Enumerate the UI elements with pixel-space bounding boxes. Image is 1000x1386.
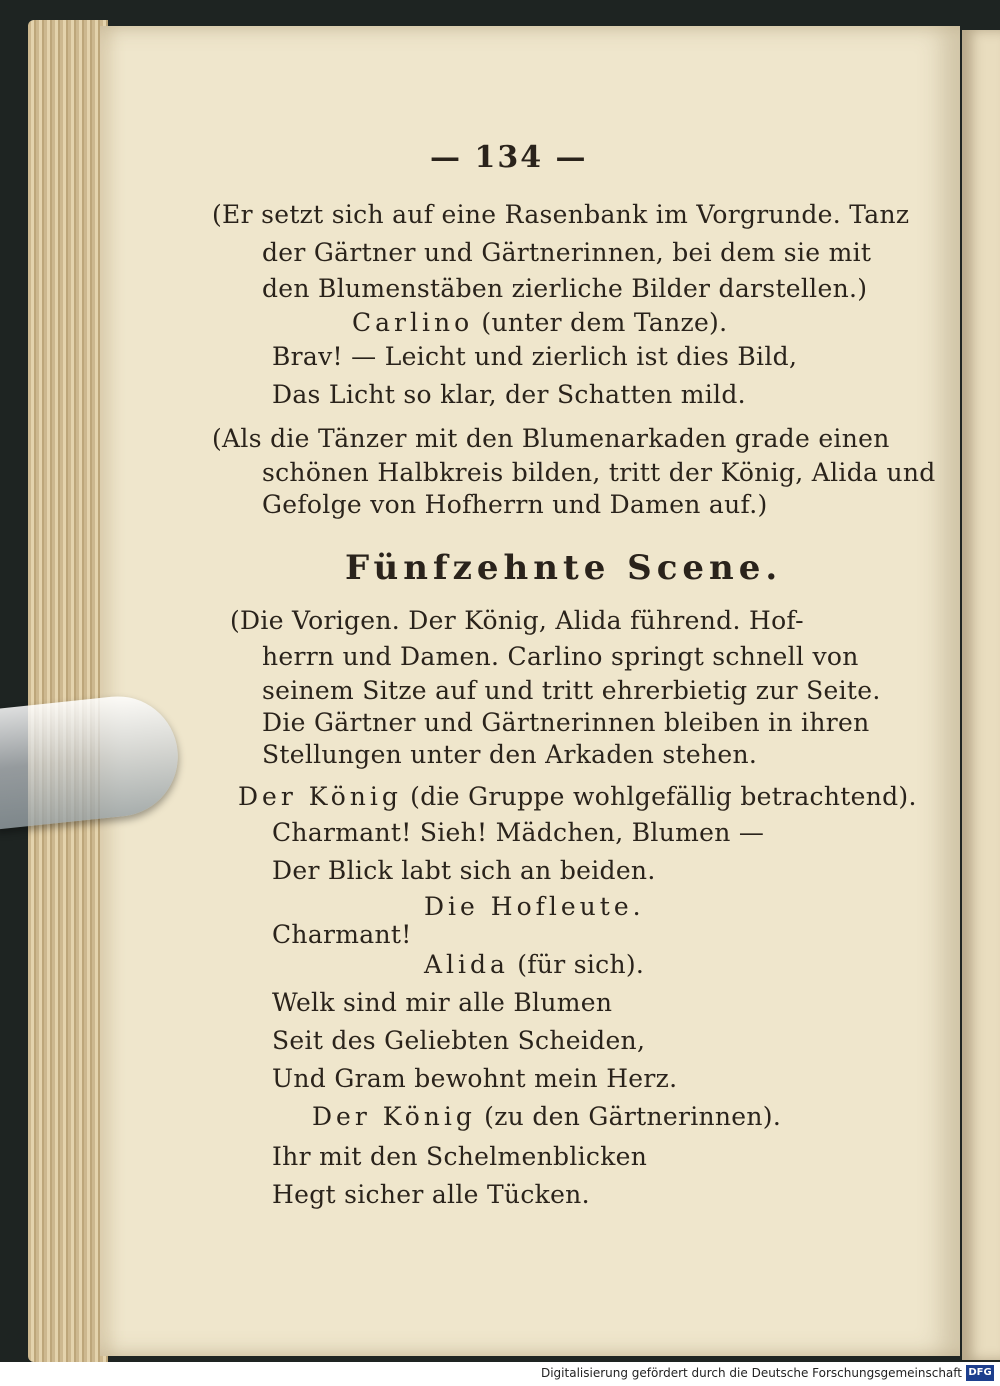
verse-line: Charmant! Sieh! Mädchen, Blumen — — [272, 818, 765, 847]
speaker-line — [352, 308, 727, 337]
stage-direction-line: schönen Halbkreis bilden, tritt der König, Alida und — [262, 458, 936, 487]
scene-direction-line: seinem Sitze auf und tritt ehrerbietig zur Seite. — [262, 676, 881, 705]
speaker-name: Carlino — [352, 308, 474, 337]
scene-title: Fünfzehnte Scene. — [345, 548, 783, 588]
scene-direction-line: (Die Vorigen. Der König, Alida führend. Hof- — [230, 606, 804, 635]
dfg-logo: DFG — [966, 1365, 994, 1381]
verse-line: Charmant! — [272, 920, 412, 949]
page-edges — [28, 20, 108, 1362]
speaker-line — [424, 950, 644, 979]
footer-credit: Digitalisierung gefördert durch die Deutsche Forschungsgemeinschaft — [540, 1366, 962, 1380]
verse-line: Hegt sicher alle Tücken. — [272, 1180, 590, 1209]
verse-line: Und Gram bewohnt mein Herz. — [272, 1064, 678, 1093]
speaker-direction: (unter dem Tanze). — [481, 308, 728, 337]
stage-direction-line: den Blumenstäben zierliche Bilder darstellen.) — [262, 274, 868, 303]
scene-direction-line: herrn und Damen. Carlino springt schnell von — [262, 642, 859, 671]
speaker-name: Die Hofleute. — [424, 892, 645, 921]
speaker-name: Der König — [238, 782, 402, 811]
verse-line: Der Blick labt sich an beiden. — [272, 856, 656, 885]
speaker-direction: (die Gruppe wohlgefällig betrachtend). — [410, 782, 917, 811]
verse-line: Brav! — Leicht und zierlich ist dies Bild, — [272, 342, 798, 371]
verse-line: Seit des Geliebten Scheiden, — [272, 1026, 646, 1055]
verse-line: Das Licht so klar, der Schatten mild. — [272, 380, 746, 409]
stage-direction-line: Gefolge von Hofherrn und Damen auf.) — [262, 490, 768, 519]
verse-line: Ihr mit den Schelmenblicken — [272, 1142, 648, 1171]
stage-direction-line: der Gärtner und Gärtnerinnen, bei dem sie mit — [262, 238, 872, 267]
speaker-line — [312, 1102, 781, 1131]
scene-direction-line: Stellungen unter den Arkaden stehen. — [262, 740, 758, 769]
page-number: — 134 — — [430, 140, 588, 175]
speaker-direction: (zu den Gärtnerinnen). — [484, 1102, 782, 1131]
facing-page-edge — [962, 30, 1000, 1360]
speaker-direction: (für sich). — [517, 950, 645, 979]
scene-direction-line: Die Gärtner und Gärtnerinnen bleiben in ihren — [262, 708, 870, 737]
speaker-name: Alida — [424, 950, 509, 979]
speaker-line — [238, 782, 917, 811]
verse-line: Welk sind mir alle Blumen — [272, 988, 613, 1017]
stage-direction-line: (Er setzt sich auf eine Rasenbank im Vorgrunde. Tanz — [212, 200, 910, 229]
stage-direction-line: (Als die Tänzer mit den Blumenarkaden grade einen — [212, 424, 890, 453]
speaker-name: Der König — [312, 1102, 476, 1131]
